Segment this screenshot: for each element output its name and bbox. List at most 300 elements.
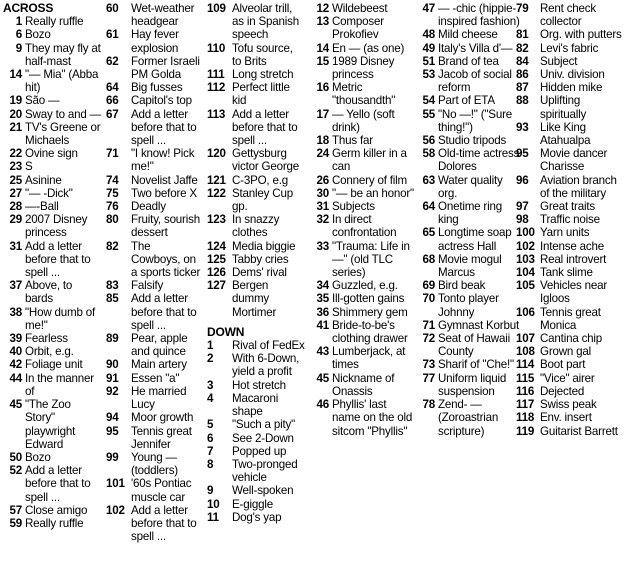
clue-text: Deadly [131,200,166,214]
down-clue [310,240,414,280]
clue-text: São — [25,94,60,108]
clue-number: 74 [106,173,119,187]
clue-text: Univ. division [540,68,605,82]
across-clue [3,358,103,371]
down-clue [310,319,414,345]
clue-number: 42 [9,358,22,372]
clue-number: 25 [9,173,22,187]
clue-text: Orbit, e.g. [25,345,74,359]
clue-number: 14 [9,68,22,82]
across-clue [3,42,103,68]
clue-number: 35 [316,292,329,306]
clue-number: 108 [516,345,535,359]
clue-number: 58 [422,147,435,161]
down-clue [310,345,414,371]
down-clue [207,352,305,378]
clue-text: Add a letter before that to spell ... [131,292,197,332]
clue-text: Real introvert [540,252,607,266]
clue-text: Onetime ring king [438,200,502,227]
clue-number: 90 [106,358,119,372]
clue-number: 48 [422,28,435,42]
clue-text: Wildebeest [332,2,388,15]
clue-number: 45 [316,371,329,385]
clue-number: 62 [106,54,119,68]
clue-number: 122 [207,186,226,200]
clue-text: Macaroni shape [232,391,279,419]
down-clue [516,240,624,253]
down-clue [310,134,414,147]
across-clue [207,187,305,213]
down-clue [516,253,624,266]
clue-text: S [25,160,33,174]
clue-number: 27 [9,186,22,200]
down-clue [516,398,624,411]
clue-text: 2007 Disney princess [25,213,88,240]
clue-number: 57 [9,503,22,517]
clue-text: See 2-Down [232,431,294,445]
down-clue [416,358,520,371]
clue-text: Well-spoken [232,484,294,498]
across-clue [3,187,103,200]
clue-number: 85 [106,292,119,306]
clue-number: 8 [207,457,214,471]
clue-number: 106 [516,305,535,319]
across-clue [106,425,202,451]
across-clue [207,213,305,239]
down-clue [207,339,305,352]
clue-text: Novelist Jaffe [131,173,198,187]
across-clue [106,147,202,173]
clue-number: 114 [516,358,535,372]
clue-number: 1 [207,339,214,353]
across-clue [207,42,305,68]
clue-text: Studio tripods [438,134,507,148]
clue-number: 124 [207,239,226,253]
down-clue [310,42,414,55]
down-clue [310,187,414,200]
clue-number: 23 [9,160,22,174]
clue-number: 2 [207,352,214,366]
clue-text: Like King Atahualpa [540,120,591,148]
clue-number: 95 [516,147,529,161]
down-clue [310,398,414,438]
down-clue [416,174,520,200]
clue-number: 51 [422,54,435,68]
clue-text: Jacob of social reform [438,68,512,95]
clue-number: 67 [106,107,119,121]
down-clue [516,411,624,424]
clue-text: Traffic noise [540,213,600,227]
clue-text: Dog's yap [232,510,282,524]
clue-number: 9 [207,484,214,498]
clue-number: 6 [15,28,22,42]
clue-number: 118 [516,411,535,425]
down-clue [516,28,624,41]
down-clue [310,200,414,213]
clue-text: Composer Prokofiev [332,15,384,42]
across-clue [3,160,103,173]
clue-text: Ill-gotten gains [332,292,405,306]
across-clue [106,240,202,280]
clue-text: Moor growth [131,411,194,425]
clue-number: 79 [516,2,529,15]
clue-number: 110 [207,41,226,55]
column-6 [516,2,624,438]
clue-text: Bride-to-be's clothing drawer [332,318,408,346]
clue-text: "The Zoo Story" playwright Edward [25,398,76,451]
clue-text: Tonto player Johnny [438,292,499,319]
clue-text: Guzzled, e.g. [332,279,398,293]
clue-text: Italy's Villa d'— [438,41,513,55]
across-clue [3,121,103,147]
across-clue [207,266,305,279]
across-clue [3,345,103,358]
down-clue [516,372,624,385]
across-clue [3,306,103,332]
clue-text: Intense ache [540,239,604,253]
down-clue [310,108,414,134]
across-clue [106,411,202,424]
down-clue [416,94,520,107]
column-5 [416,2,520,438]
clue-text: Movie mogul Marcus [438,252,502,280]
clue-number: 76 [106,200,119,214]
clue-number: 75 [106,186,119,200]
clue-text: Yarn units [540,226,590,240]
clue-number: 53 [422,68,435,82]
clue-number: 77 [422,371,435,385]
clue-number: 82 [106,239,119,253]
clue-text: Alveolar trill, as in Spanish speech [232,2,300,42]
across-clue [3,15,103,28]
clue-number: 86 [516,68,529,82]
clue-number: 43 [316,345,329,359]
down-clue [516,358,624,371]
across-clue [3,147,103,160]
down-clue [516,55,624,68]
clue-number: 120 [207,147,226,161]
clue-number: 60 [106,2,119,15]
clue-number: 20 [9,107,22,121]
down-clue [207,445,305,458]
across-clue [3,332,103,345]
down-clue [516,42,624,55]
down-clue [207,511,305,524]
across-clue [3,213,103,239]
down-clue [516,213,624,226]
down-clue [207,418,305,431]
clue-number: 37 [9,279,22,293]
clue-text: Above, to bards [25,279,73,306]
clue-number: 66 [106,94,119,108]
clue-number: 68 [422,252,435,266]
clue-text: Really ruffle [25,15,84,29]
clue-text: They may fly at half-mast [25,41,101,68]
down-clue [516,94,624,120]
clue-text: Add a letter before that to spell ... [232,107,298,148]
clue-number: 12 [316,2,329,15]
down-clue [207,484,305,497]
clue-number: 100 [516,226,535,240]
clue-text: "Vice" airer [540,371,595,385]
clue-text: Young — (toddlers) [131,450,178,478]
clue-text: Add a letter before that to spell ... [131,503,197,544]
clue-number: 18 [316,134,329,148]
down-clue [310,292,414,305]
down-clue [207,458,305,484]
clue-number: 117 [516,398,535,412]
clue-number: 103 [516,252,535,266]
clue-text: Swiss peak [540,398,597,412]
clue-number: 71 [106,147,119,161]
across-clue [106,81,202,94]
clue-number: 111 [207,68,225,82]
clue-text: Tank slime [540,266,593,280]
clue-number: 4 [207,391,214,405]
clue-text: Asinine [25,173,62,187]
clue-text: Shimmery gem [332,305,408,319]
clue-text: Brand of tea [438,54,499,68]
clue-text: C-3PO, e.g [232,173,288,187]
down-clue [416,42,520,55]
clue-text: Longtime soap actress Hall [438,226,512,253]
clue-number: 63 [422,173,435,187]
clue-number: 5 [207,418,214,432]
across-clue [207,279,305,319]
down-clue [416,2,520,28]
clue-number: 40 [9,345,22,359]
clue-text: The Cowboys, on a sports ticker [131,239,201,280]
clue-text: Rival of FedEx [232,339,305,353]
across-clue [106,200,202,213]
clue-number: 19 [9,94,22,108]
clue-text: He married Lucy [131,384,187,412]
clue-number: 65 [422,226,435,240]
clue-text: — -chic (hippie-inspired fashion) [438,2,520,29]
across-clue [3,372,103,398]
across-heading: ACROSS [3,1,54,15]
clue-text: Bergen dummy Mortimer [232,279,277,319]
across-clue [207,81,305,107]
clue-text: In direct confrontation [332,213,397,240]
across-clue [106,504,202,544]
clue-text: Tennis great Jennifer [131,424,192,451]
clue-text: Really ruffle [25,516,84,530]
clue-number: 89 [106,332,119,346]
clue-text: Popped up [232,444,287,458]
clue-text: Perfect little kid [232,81,290,108]
clue-number: 32 [316,213,329,227]
clue-text: Uplifting spiritually [540,94,587,121]
across-clue [3,517,103,530]
across-clue [207,253,305,266]
clue-number: 64 [422,200,435,214]
clue-number: 121 [207,173,226,187]
clue-text: Nickname of Onassis [332,371,395,398]
clue-number: 21 [9,120,22,134]
clue-number: 41 [316,318,329,332]
clue-number: 112 [207,81,226,95]
down-clue [416,226,520,252]
down-clue [516,121,624,147]
clue-text: "Such a pity" [232,418,295,432]
across-clue [106,187,202,200]
down-clue [516,174,624,200]
clue-text: Hay fever explosion [131,28,179,55]
clue-text: With 6-Down, yield a profit [232,352,300,379]
across-clue [106,292,202,332]
clue-text: Pear, apple and quince [131,332,188,359]
clue-text: In the manner of [25,371,94,398]
clue-text: Levi's fabric [540,41,599,55]
clue-number: 81 [516,28,529,42]
across-clue [106,385,202,411]
clue-number: 17 [316,107,329,121]
across-clue [106,477,202,503]
clue-text: Bozo [25,28,51,42]
column-4 [310,2,414,438]
clue-number: 45 [9,398,22,412]
clue-text: Lumberjack, at times [332,345,406,372]
down-clue [310,147,414,173]
down-clue [416,134,520,147]
clue-text: "No —!" ("Sure thing!") [438,107,512,134]
across-clue [106,108,202,148]
across-clue [106,279,202,292]
clue-number: 73 [422,358,435,372]
clue-number: 69 [422,279,435,293]
clue-text: Tennis great Monica [540,305,601,332]
across-clue [106,372,202,385]
clue-text: Mild cheese [438,28,498,42]
down-clue [516,425,624,438]
clue-number: 15 [316,54,329,68]
clue-number: 33 [316,239,329,253]
clue-number: 116 [516,384,535,398]
across-clue [3,240,103,280]
down-clue [516,279,624,305]
clue-text: Aviation branch of the military [540,173,617,200]
clue-text: Movie dancer Charisse [540,147,608,174]
clue-text: Main artery [131,358,187,372]
down-clue [516,345,624,358]
down-clue [310,81,414,107]
clue-text: "— -Dick" [25,186,73,200]
clue-text: Seat of Hawaii County [438,332,510,359]
clue-number: 102 [106,503,125,517]
clue-number: 52 [9,464,22,478]
down-clue [310,372,414,398]
clue-number: 36 [316,305,329,319]
clue-number: 72 [422,332,435,346]
clue-number: 13 [316,15,329,29]
clue-text: Media biggie [232,239,296,253]
clue-number: 46 [316,398,329,412]
down-clue [207,392,305,418]
clue-number: 92 [106,384,119,398]
clue-text: Two-pronged vehicle [232,457,298,485]
clue-number: 6 [207,431,214,445]
clue-text: Foliage unit [25,358,83,372]
across-clue [3,68,103,94]
down-clue [516,385,624,398]
clue-text: 1989 Disney princess [332,54,395,82]
clue-text: In snazzy clothes [232,213,280,240]
clue-number: 61 [106,28,119,42]
clue-text: Gettysburg victor George [232,147,299,174]
down-clue [416,28,520,41]
across-clue [3,451,103,464]
clue-text: Essen "a" [131,371,180,385]
clue-number: 64 [106,81,119,95]
clue-number: 99 [106,450,119,464]
down-clue [310,15,414,41]
clue-number: 9 [15,41,22,55]
down-clue [416,108,520,134]
clue-number: 59 [9,516,22,530]
clue-text: Thus far [332,134,373,148]
clue-text: Big fusses [131,81,183,95]
clue-number: 84 [516,54,529,68]
clue-text: Org. with putters [540,28,622,42]
clue-number: 31 [316,200,329,214]
clue-text: Add a letter before that to spell ... [131,107,197,148]
clue-number: 10 [207,497,220,511]
clue-text: Bozo [25,450,51,464]
across-clue [106,55,202,81]
clue-text: Stanley Cup gp. [232,186,293,214]
across-clue [207,174,305,187]
clue-number: 44 [9,371,22,385]
clue-text: Env. insert [540,411,592,425]
clue-number: 125 [207,252,226,266]
clue-text: Bird beak [438,279,486,293]
down-clue [416,68,520,94]
across-clue [106,451,202,477]
clue-number: 127 [207,279,226,293]
across-clue [3,174,103,187]
down-clue [416,55,520,68]
clue-number: 93 [516,120,529,134]
across-clue [106,174,202,187]
clue-number: 104 [516,266,535,280]
clue-number: 50 [9,450,22,464]
clue-number: 71 [422,318,435,332]
down-clue [416,398,520,438]
clue-text: Former Israeli PM Golda [131,54,200,82]
clue-text: Wet-weather headgear [131,2,195,29]
column-1 [3,2,103,530]
across-clue [3,464,103,504]
down-clue [516,200,624,213]
clue-number: 91 [106,371,119,385]
across-clue [207,68,305,81]
across-clue [106,358,202,371]
down-clue [310,306,414,319]
clue-text: Connery of film [332,173,407,187]
clue-text: Zend- — (Zoroastrian scripture) [438,398,499,438]
clue-text: "— be an honor" [332,186,414,200]
clue-text: Water quality org. [438,173,503,200]
clue-text: Great traits [540,200,595,214]
clue-number: 34 [316,279,329,293]
clue-text: Fruity, sourish dessert [131,213,200,240]
clue-number: 87 [516,81,529,95]
across-clue [3,28,103,41]
clue-number: 113 [207,107,226,121]
clue-number: 11 [207,510,219,524]
clue-number: 47 [422,2,435,15]
